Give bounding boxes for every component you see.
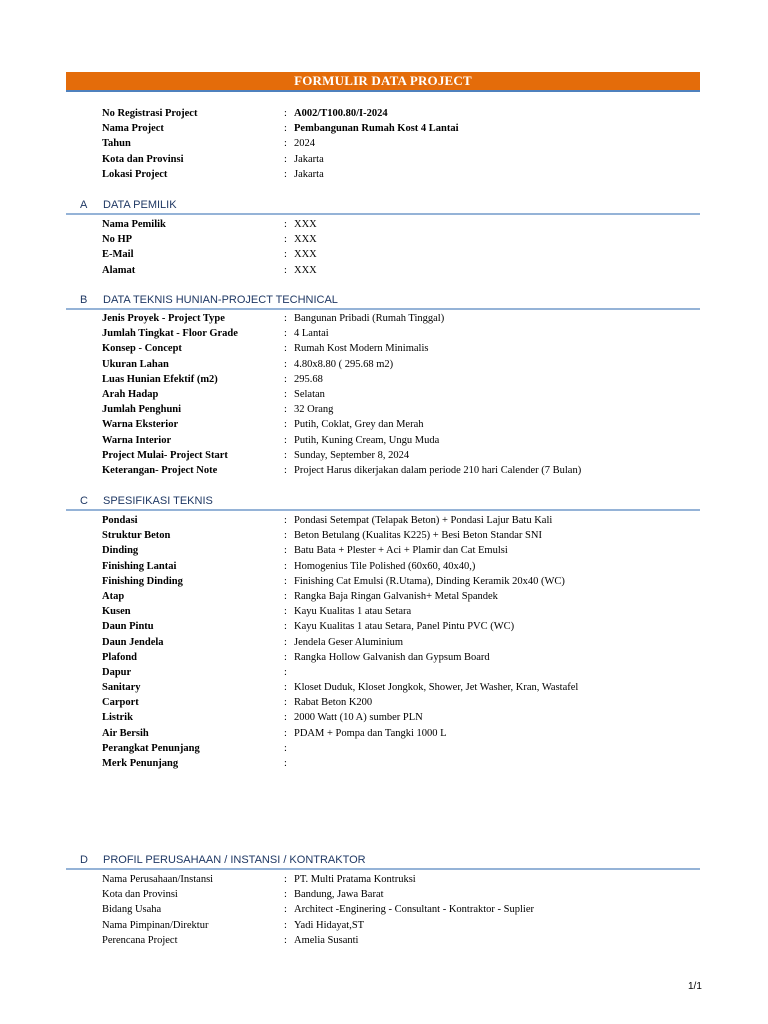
form-title: FORMULIR DATA PROJECT — [66, 72, 700, 92]
data-row — [0, 463, 768, 478]
data-row — [0, 357, 768, 372]
section-c-rows — [0, 513, 768, 771]
row-value: Rabat Beton K200 — [294, 697, 373, 709]
colon: : — [284, 621, 287, 633]
colon: : — [284, 219, 287, 230]
data-row — [0, 417, 768, 432]
info-row — [0, 106, 768, 121]
info-value: Jakarta — [294, 168, 324, 180]
section-letter: D — [80, 854, 88, 866]
colon: : — [284, 249, 287, 261]
row-value: Bandung, Jawa Barat — [294, 889, 384, 901]
colon: : — [284, 874, 287, 885]
info-label: Tahun — [102, 138, 131, 150]
colon: : — [284, 328, 287, 340]
row-value: Batu Bata + Plester + Aci + Plamir dan Cat Emulsi — [294, 545, 508, 557]
row-label: Listrik — [102, 712, 133, 724]
row-value: Putih, Coklat, Grey dan Merah — [294, 419, 424, 431]
row-label: E-Mail — [102, 249, 134, 261]
row-value: Yadi Hidayat,ST — [294, 919, 365, 931]
row-value: Sunday, September 8, 2024 — [294, 449, 410, 461]
data-row — [0, 665, 768, 680]
row-label: Merk Penunjang — [102, 758, 179, 769]
section-title: DATA PEMILIK — [103, 199, 177, 211]
row-label: Dinding — [102, 545, 139, 557]
row-value: Amelia Susanti — [294, 934, 359, 946]
row-value: Rumah Kost Modern Minimalis — [294, 343, 429, 355]
row-value: Pondasi Setempat (Telapak Beton) + Pondasi Lajur Batu Kali — [294, 515, 553, 526]
data-row — [0, 887, 768, 902]
row-label: Arah Hadap — [102, 388, 159, 400]
colon: : — [284, 904, 287, 916]
section-letter: A — [80, 199, 88, 211]
info-label: No Registrasi Project — [102, 108, 198, 119]
row-label: Project Mulai- Project Start — [102, 449, 228, 461]
data-row — [0, 448, 768, 463]
colon: : — [284, 651, 287, 663]
row-value: Kloset Duduk, Kloset Jongkok, Shower, Jet Washer, Kran, Wastafel — [294, 682, 579, 694]
colon: : — [284, 404, 287, 416]
section-a-header — [66, 198, 700, 215]
row-label: Nama Perusahaan/Instansi — [102, 874, 214, 885]
data-row — [0, 619, 768, 634]
row-value: Jendela Geser Aluminium — [294, 636, 404, 648]
data-row — [0, 528, 768, 543]
colon: : — [284, 919, 287, 931]
colon: : — [284, 343, 287, 355]
row-label: Luas Hunian Efektif (m2) — [102, 373, 218, 385]
colon: : — [284, 742, 287, 754]
colon: : — [284, 138, 287, 150]
row-value: XXX — [294, 234, 317, 246]
section-b-header — [66, 293, 700, 310]
page-number: 1/1 — [688, 981, 702, 992]
row-value: XXX — [294, 249, 317, 261]
colon: : — [284, 123, 287, 135]
row-label: Kusen — [102, 606, 131, 618]
colon: : — [284, 464, 287, 476]
data-row — [0, 604, 768, 619]
row-value: Putih, Kuning Cream, Ungu Muda — [294, 434, 440, 446]
row-value: Kayu Kualitas 1 atau Setara, Panel Pintu PVC (WC) — [294, 621, 515, 633]
section-title: DATA TEKNIS HUNIAN-PROJECT TECHNICAL — [103, 294, 338, 306]
data-row — [0, 726, 768, 741]
colon: : — [284, 889, 287, 901]
colon: : — [284, 636, 287, 648]
info-value: Pembangunan Rumah Kost 4 Lantai — [294, 123, 459, 135]
row-label: Atap — [102, 590, 125, 602]
row-label: Finishing Dinding — [102, 575, 183, 587]
row-value: Rangka Baja Ringan Galvanish+ Metal Spandek — [294, 590, 498, 602]
colon: : — [284, 108, 287, 119]
row-label: Sanitary — [102, 682, 141, 694]
row-value: 32 Orang — [294, 404, 334, 416]
row-value: Beton Betulang (Kualitas K225) + Besi Beton Standar SNI — [294, 530, 542, 542]
row-label: No HP — [102, 234, 133, 246]
colon: : — [284, 234, 287, 246]
info-value: 2024 — [294, 138, 315, 150]
data-row — [0, 433, 768, 448]
row-value: XXX — [294, 264, 317, 276]
section-a-rows — [0, 217, 768, 278]
info-label: Lokasi Project — [102, 168, 168, 180]
section-title: SPESIFIKASI TEKNIS — [103, 495, 213, 507]
data-row — [0, 741, 768, 756]
colon: : — [284, 590, 287, 602]
info-value: Jakarta — [294, 153, 324, 165]
row-label: Air Bersih — [102, 727, 149, 739]
section-letter: B — [80, 294, 88, 306]
colon: : — [284, 515, 287, 526]
data-row — [0, 902, 768, 917]
info-value: A002/T100.80/I-2024 — [294, 108, 388, 119]
data-row — [0, 543, 768, 558]
colon: : — [284, 545, 287, 557]
row-label: Nama Pemilik — [102, 219, 166, 230]
section-title: PROFIL PERUSAHAAN / INSTANSI / KONTRAKTOR — [103, 854, 366, 866]
row-value: PT. Multi Pratama Kontruksi — [294, 874, 416, 885]
data-row — [0, 372, 768, 387]
data-row — [0, 872, 768, 887]
data-row — [0, 402, 768, 417]
row-label: Alamat — [102, 264, 136, 276]
colon: : — [284, 697, 287, 709]
colon: : — [284, 727, 287, 739]
info-label: Nama Project — [102, 123, 164, 135]
row-value: Finishing Cat Emulsi (R.Utama), Dinding Keramik 20x40 (WC) — [294, 575, 565, 587]
info-row — [0, 136, 768, 151]
data-row — [0, 341, 768, 356]
data-row — [0, 695, 768, 710]
row-label: Jumlah Tingkat - Floor Grade — [102, 328, 238, 340]
colon: : — [284, 606, 287, 618]
row-label: Keterangan- Project Note — [102, 464, 218, 476]
info-row — [0, 167, 768, 182]
project-info — [0, 106, 768, 182]
row-value: XXX — [294, 219, 317, 230]
colon: : — [284, 264, 287, 276]
row-value: Architect -Enginering - Consultant - Kontraktor - Suplier — [294, 904, 534, 916]
section-d-rows — [0, 872, 768, 948]
row-value: Homogenius Tile Polished (60x60, 40x40,) — [294, 560, 476, 572]
row-label: Jenis Proyek - Project Type — [102, 313, 225, 324]
colon: : — [284, 560, 287, 572]
row-label: Bidang Usaha — [102, 904, 162, 916]
section-letter: C — [80, 495, 88, 507]
row-value: 2000 Watt (10 A) sumber PLN — [294, 712, 423, 724]
data-row — [0, 559, 768, 574]
colon: : — [284, 575, 287, 587]
colon: : — [284, 682, 287, 694]
row-label: Plafond — [102, 651, 138, 663]
colon: : — [284, 153, 287, 165]
data-row — [0, 387, 768, 402]
data-row — [0, 232, 768, 247]
colon: : — [284, 712, 287, 724]
data-row — [0, 635, 768, 650]
row-value: Selatan — [294, 388, 325, 400]
colon: : — [284, 758, 287, 769]
row-label: Jumlah Penghuni — [102, 404, 182, 416]
row-label: Finishing Lantai — [102, 560, 177, 572]
data-row — [0, 513, 768, 528]
data-row — [0, 918, 768, 933]
row-label: Warna Eksterior — [102, 419, 179, 431]
info-label: Kota dan Provinsi — [102, 153, 184, 165]
colon: : — [284, 449, 287, 461]
info-row — [0, 121, 768, 136]
section-c-header — [66, 494, 700, 511]
data-row — [0, 247, 768, 262]
data-row — [0, 710, 768, 725]
row-value: 295.68 — [294, 373, 323, 385]
row-label: Konsep - Concept — [102, 343, 182, 355]
colon: : — [284, 373, 287, 385]
colon: : — [284, 666, 287, 678]
row-label: Warna Interior — [102, 434, 172, 446]
row-label: Pondasi — [102, 515, 138, 526]
row-value: PDAM + Pompa dan Tangki 1000 L — [294, 727, 447, 739]
row-label: Daun Pintu — [102, 621, 154, 633]
data-row — [0, 589, 768, 604]
data-row — [0, 263, 768, 278]
row-label: Dapur — [102, 666, 132, 678]
colon: : — [284, 388, 287, 400]
data-row — [0, 574, 768, 589]
data-row — [0, 650, 768, 665]
row-label: Struktur Beton — [102, 530, 171, 542]
colon: : — [284, 434, 287, 446]
data-row — [0, 311, 768, 326]
data-row — [0, 756, 768, 771]
colon: : — [284, 168, 287, 180]
colon: : — [284, 934, 287, 946]
row-label: Carport — [102, 697, 139, 709]
row-value: Kayu Kualitas 1 atau Setara — [294, 606, 412, 618]
row-value: 4.80x8.80 ( 295.68 m2) — [294, 358, 394, 370]
colon: : — [284, 313, 287, 324]
data-row — [0, 680, 768, 695]
data-row — [0, 933, 768, 948]
row-label: Nama Pimpinan/Direktur — [102, 919, 209, 931]
row-value: 4 Lantai — [294, 328, 329, 340]
row-value: Project Harus dikerjakan dalam periode 210 hari Calender (7 Bulan) — [294, 464, 582, 476]
data-row — [0, 326, 768, 341]
row-value: Bangunan Pribadi (Rumah Tinggal) — [294, 313, 445, 324]
row-value: Rangka Hollow Galvanish dan Gypsum Board — [294, 651, 490, 663]
info-row — [0, 152, 768, 167]
data-row — [0, 217, 768, 232]
colon: : — [284, 419, 287, 431]
row-label: Kota dan Provinsi — [102, 889, 178, 901]
row-label: Perangkat Penunjang — [102, 742, 200, 754]
section-d-header — [66, 853, 700, 870]
colon: : — [284, 530, 287, 542]
colon: : — [284, 358, 287, 370]
row-label: Perencana Project — [102, 934, 178, 946]
section-b-rows — [0, 311, 768, 478]
row-label: Ukuran Lahan — [102, 358, 169, 370]
row-label: Daun Jendela — [102, 636, 164, 648]
